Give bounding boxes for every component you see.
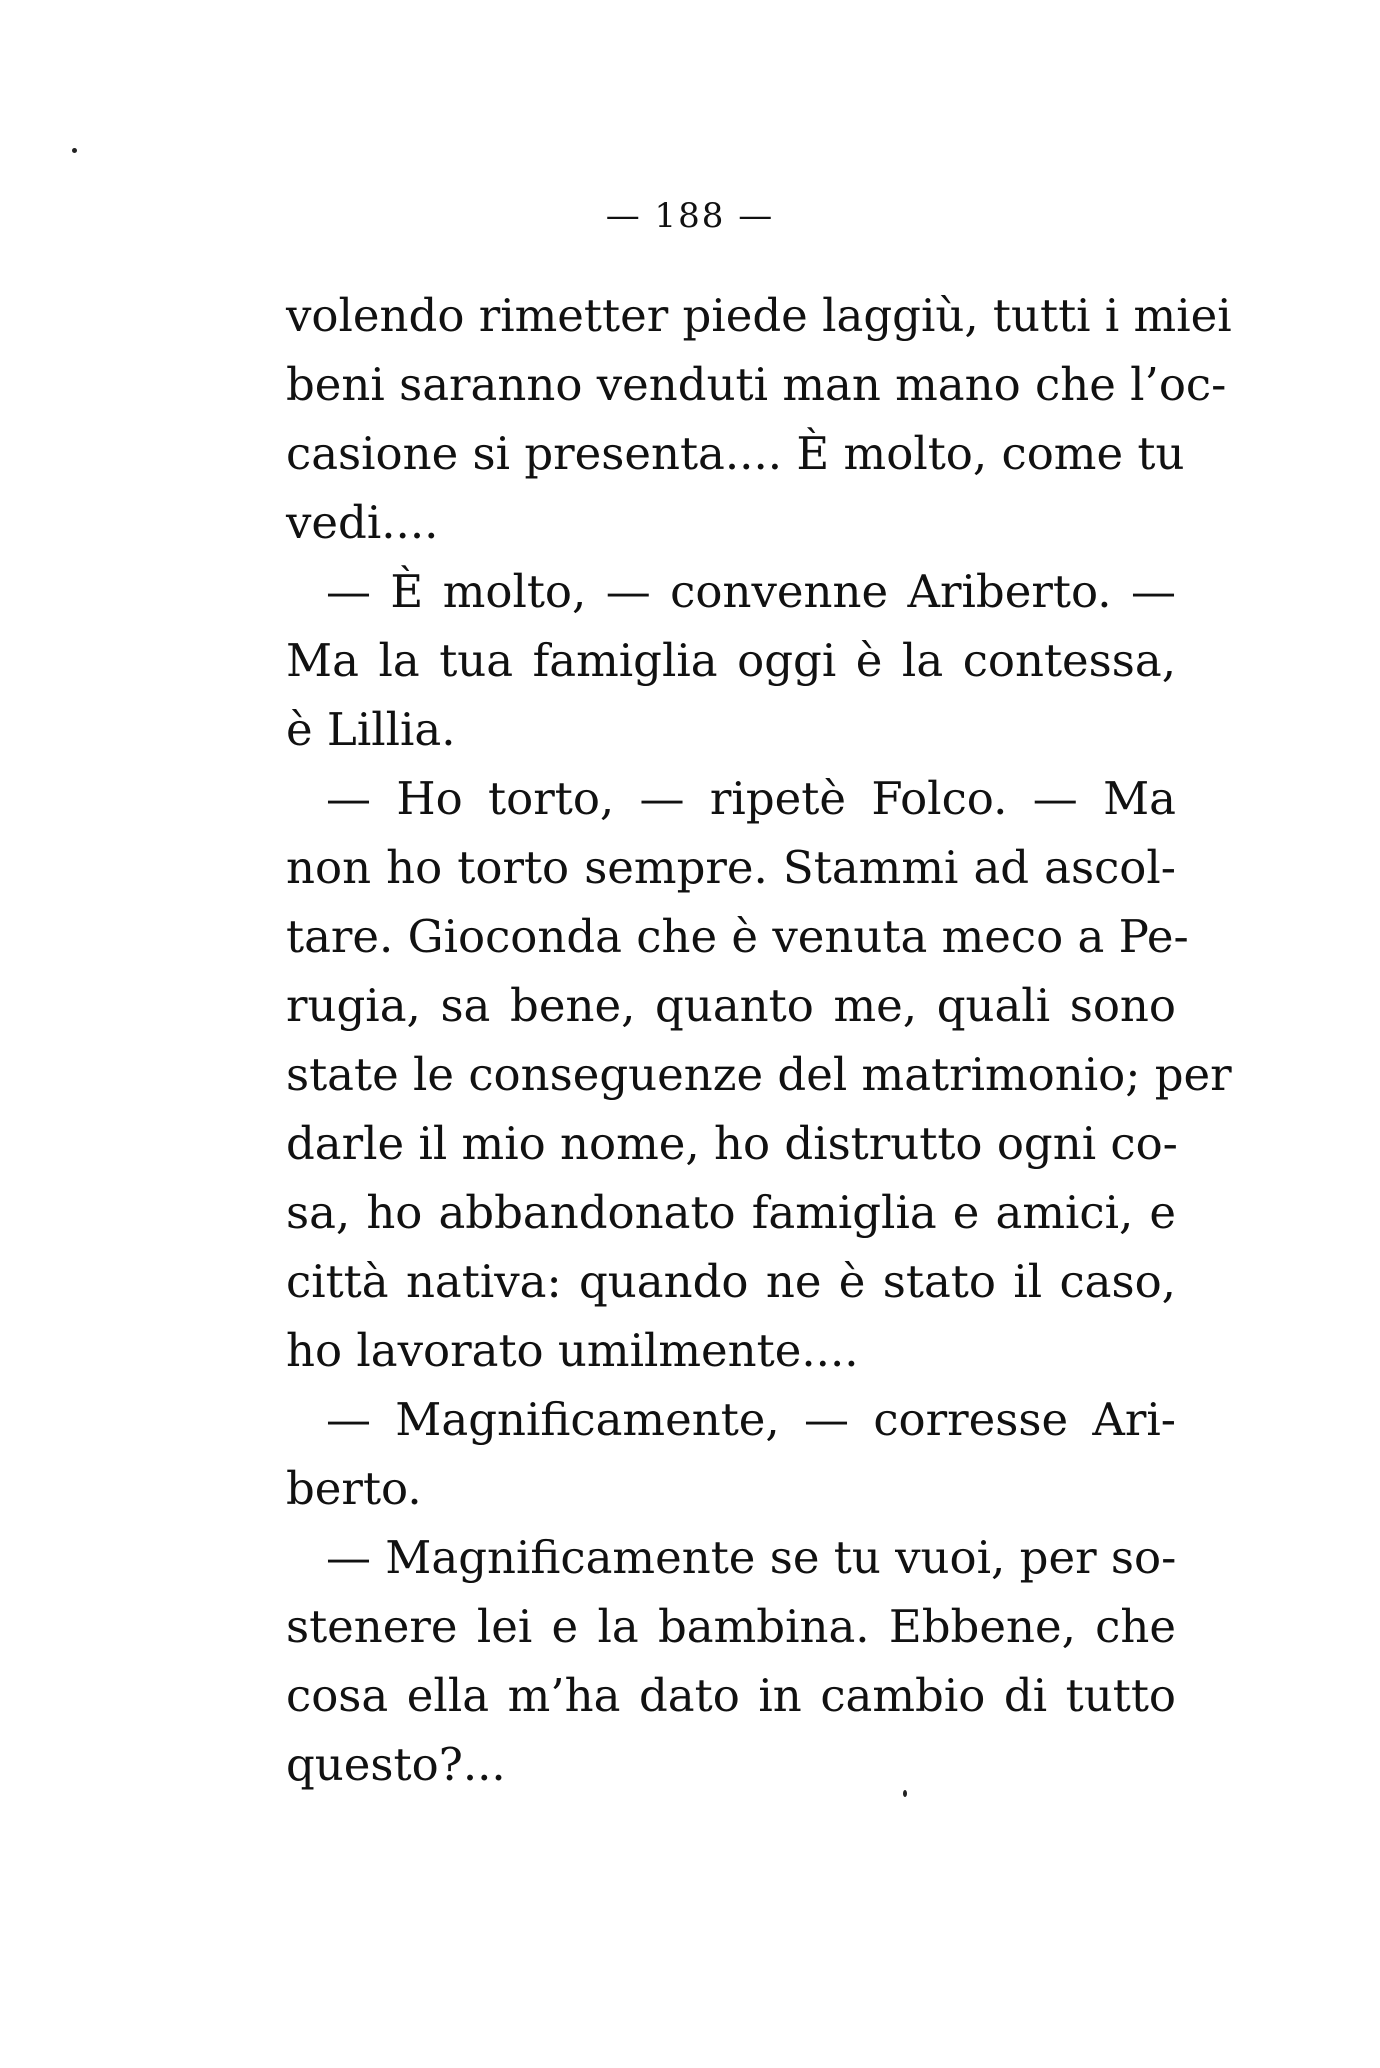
text-line: — Ho torto, — ripetè Folco. — Ma	[326, 772, 1176, 825]
paragraph-5	[286, 1523, 1176, 1799]
print-speck	[72, 148, 77, 153]
paragraph-2	[286, 557, 1176, 764]
text-line: città nativa: quando ne è stato il caso,	[286, 1255, 1176, 1308]
text-line: non ho torto sempre. Stammi ad ascol-	[286, 841, 1176, 894]
text-line: stenere lei e la bambina. Ebbene, che	[286, 1600, 1176, 1653]
text-line: tare. Gioconda che è venuta meco a Pe-	[286, 910, 1189, 963]
text-line: — È molto, — convenne Ariberto. —	[326, 565, 1176, 618]
text-line: volendo rimetter piede laggiù, tutti i miei	[286, 289, 1232, 342]
paragraph-1	[286, 281, 1232, 557]
text-line: questo?...	[286, 1738, 506, 1791]
text-line: ho lavorato umilmente....	[286, 1324, 859, 1377]
paragraph-4	[286, 1385, 1176, 1523]
text-line: Ma la tua famiglia oggi è la contessa,	[286, 634, 1176, 687]
text-line: berto.	[286, 1462, 422, 1515]
text-line: darle il mio nome, ho distrutto ogni co-	[286, 1117, 1178, 1170]
page-number: — 188 —	[605, 196, 775, 236]
text-line: cosa ella m’ha dato in cambio di tutto	[286, 1669, 1176, 1722]
text-line: sa, ho abbandonato famiglia e amici, e	[286, 1186, 1176, 1239]
text-line: rugia, sa bene, quanto me, quali sono	[286, 979, 1176, 1032]
text-line: casione si presenta.... È molto, come tu	[286, 427, 1185, 480]
text-line: beni saranno venduti man mano che l’oc-	[286, 358, 1227, 411]
text-line: state le conseguenze del matrimonio; per	[286, 1048, 1232, 1101]
text-line: è Lillia.	[286, 703, 456, 756]
body-text	[286, 281, 1232, 1799]
text-line: — Magnificamente, — corresse Ari-	[326, 1393, 1176, 1446]
paragraph-3	[286, 764, 1232, 1385]
print-speck	[903, 1790, 907, 1797]
text-line: — Magnificamente se tu vuoi, per so-	[326, 1531, 1177, 1584]
text-line: vedi....	[286, 496, 439, 549]
